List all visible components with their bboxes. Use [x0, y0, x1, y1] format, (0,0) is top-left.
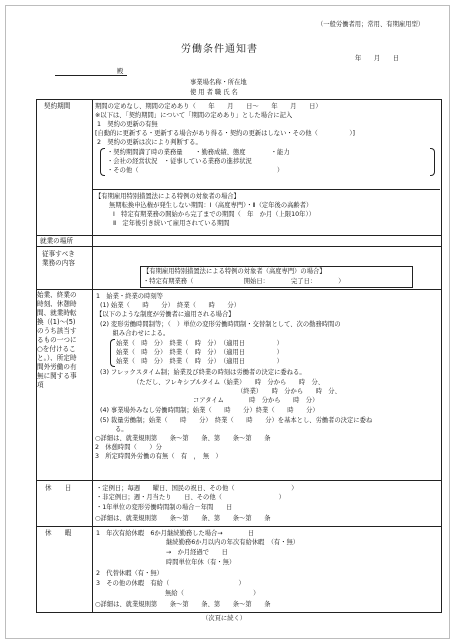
hours-line: ○詳細は、就業規則第 条～第 条、第 条～第 条 — [95, 435, 271, 442]
hours-label-line: 換（(1)～(5) — [37, 318, 76, 326]
hours-line: （ただし、フレキシブルタイム（始業） 時 分から 時 分、 — [133, 379, 325, 386]
hours-line: 3 所定時間外労働の有無（ 有 ， 無 ） — [95, 453, 222, 460]
holidays-line: ○詳細は、就業規則第 条～第 条、第 条～第 条 — [95, 515, 271, 522]
hours-label-line: 間外労働の有 — [37, 363, 77, 371]
criteria-line: ・その他（ ） — [107, 167, 284, 174]
leave-line: ○詳細は、就業規則第 条～第 条、第 条～第 条 — [95, 601, 271, 608]
workplace-label: 就業の場所 — [40, 237, 73, 245]
employer-address-label: 事業場名称・所在地 — [190, 79, 247, 86]
hours-label-line: 始業、終業の — [37, 291, 77, 299]
leave-line: 3 その他の休暇 有給（ ） — [96, 580, 245, 587]
hours-line: 1 始業・終業の時刻等 — [96, 293, 163, 300]
hours-label-line: 項 — [37, 381, 44, 389]
leave-line: 2 代替休暇（有・無） — [96, 570, 163, 577]
shift-line: 始業（ 時 分） 終業（ 時 分） （適用日 ） — [116, 340, 283, 347]
hours-label-line: と。）、所定時 — [37, 354, 77, 362]
special-job-title: 【有期雇用特別措置法による特例の対象者（高度専門）の場合】 — [143, 268, 326, 275]
label-column-divider — [92, 99, 93, 612]
contract-period-label: 契約期間 — [44, 102, 71, 110]
renewal-criteria-heading: 2 契約の更新は次により判断する。 — [97, 139, 202, 146]
leave-label: 休 暇 — [45, 529, 72, 537]
hours-line: る。 — [115, 426, 128, 433]
row-divider — [36, 235, 441, 236]
addressee-suffix: 殿 — [117, 68, 124, 75]
hours-line: (4) 事業場外みなし労働時間制；始業（ 時 分）終業（ 時 分） — [100, 407, 319, 414]
criteria-line: ・契約期間満了時の業務量 ・勤務成績、態度 ・能力 — [107, 149, 290, 156]
renewal-heading: 1 契約の更新の有無 — [97, 121, 158, 128]
page-title: 労働条件通知書 — [181, 44, 258, 55]
hours-label-line: るもの一つに — [37, 336, 77, 344]
form-type-note: （一般労働者用；常用、有期雇用型） — [317, 21, 425, 28]
hours-line: （終業） 時 分から 時 分、 — [237, 388, 341, 395]
hours-line: 【以下のような制度が労働者に適用される場合】 — [96, 311, 235, 318]
hours-line: (2) 変形労働時間制等；（ ）単位の変形労働時間制・交替制として、次の勤務時間の — [100, 321, 341, 328]
shift-bracket — [110, 339, 115, 367]
row-divider — [36, 246, 441, 247]
shift-line: 始業（ 時 分） 終業（ 時 分） （適用日 ） — [116, 349, 283, 356]
criteria-bracket-left — [100, 148, 105, 176]
hours-label-line: のうち該当す — [37, 327, 77, 335]
holidays-label: 休 日 — [45, 484, 72, 492]
holidays-line: ・定例日；毎週 曜日、国民の祝日、その他（ ） — [96, 485, 298, 492]
hours-line: (1) 始業（ 時 分） 終業（ 時 分） — [100, 302, 241, 309]
renewal-options: [自動的に更新する・更新する場合があり得る・契約の更新はしない・その他（ ）] — [95, 130, 355, 137]
hours-label-line: 間、就業時転 — [37, 309, 77, 317]
criteria-bracket-right — [430, 148, 435, 176]
criteria-line: ・会社の経営状況 ・従事している業務の進捗状況 — [107, 158, 252, 165]
row-divider — [36, 289, 441, 290]
hours-label-line: ○を付けるこ — [37, 345, 76, 353]
row-divider — [36, 480, 441, 481]
continued-note: （次頁に続く） — [202, 615, 247, 622]
special-measures-title: 【有期雇用特別措置法による特例の対象者の場合】 — [95, 193, 240, 200]
hours-line: 2 休憩時間（ ）分 — [95, 444, 162, 451]
special-measures-line: Ⅱ 定年後引き続いて雇用されている期間 — [113, 220, 230, 227]
job-label-line: 従事すべき — [42, 250, 75, 258]
job-label-line: 業務の内容 — [42, 259, 75, 267]
contract-period-line: 期間の定めなし、期間の定めあり（ 年 月 日～ 年 月 日） — [95, 103, 322, 110]
leave-line: 無給（ ） — [165, 590, 260, 597]
special-measures-line: 無期転換申込権が発生しない期間：Ⅰ（高度専門）・Ⅱ（定年後の高齢者） — [109, 202, 313, 209]
holidays-line: ・非定例日；週・月当たり 日、その他（ ） — [96, 494, 285, 501]
holidays-line: ・1年単位の変形労働時間制の場合－年間 日 — [96, 504, 233, 511]
leave-line: 継続勤務6か月以内の年次有給休暇 （有・無） — [166, 539, 300, 546]
issue-date: 年 月 日 — [355, 55, 400, 62]
special-measures-line: Ⅰ 特定有期業務の開始から完了までの期間（ 年 か月（上限10年）） — [113, 211, 315, 218]
contract-period-note: ※以下は、「契約期間」について「期間の定めあり」とした場合に記入 — [95, 112, 293, 119]
hours-label-line: 無に関する事 — [37, 372, 77, 380]
shift-line: 始業（ 時 分） 終業（ 時 分） （適用日 ） — [116, 358, 283, 365]
hours-label-line: 時刻、休憩時 — [37, 300, 77, 308]
row-divider — [36, 526, 441, 527]
hours-line: 組み合わせによる。 — [100, 330, 170, 337]
special-job-line: ・特定有期業務（ 開始日： 完了日： ） — [143, 278, 345, 285]
leave-line: 時間単位年休（有・無） — [166, 559, 236, 566]
leave-line: 1 年次有給休暇 6か月継続勤務した場合→ 日 — [96, 530, 255, 537]
employer-name-label: 使 用 者 職 氏 名 — [190, 89, 238, 96]
hours-line: (3) フレックスタイム制；始業及び終業の時刻は労働者の決定に委ねる。 — [100, 369, 306, 376]
hours-line: (5) 裁量労働制；始業（ 時 分） 終業（ 時 分）を基本とし、労働者の決定に委ね — [100, 417, 373, 424]
hours-line: コアタイム 時 分から 時 分） — [193, 397, 319, 404]
leave-line: → か月経過で 日 — [166, 549, 228, 556]
special-measures-divider — [93, 189, 440, 190]
